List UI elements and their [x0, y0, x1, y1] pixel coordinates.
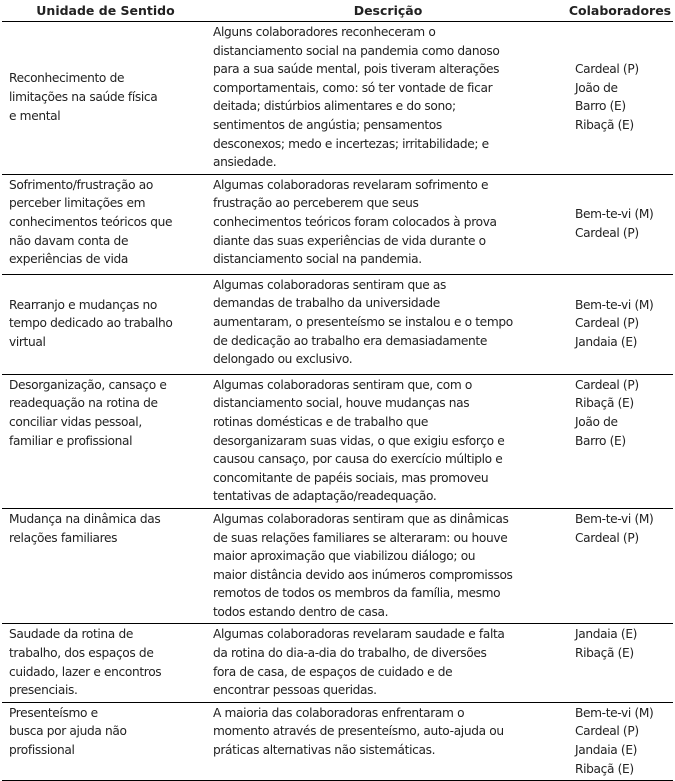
descricao-line: práticas alternativas não sistemáticas.: [213, 743, 436, 758]
unidade-cell: [2, 374, 209, 508]
colaboradores-line: Bem-te-vi (M): [575, 511, 654, 526]
descricao-line: concomitante de papéis sociais, mas promoveu: [213, 470, 489, 485]
descricao-line: aumentaram, o presenteísmo se instalou e o tempo: [213, 314, 513, 329]
descricao-line: Algumas colaboradoras revelaram sofrimento e: [213, 177, 489, 192]
unidade-line: tempo dedicado ao trabalho: [9, 316, 173, 331]
descricao-line: diante das suas experiências de vida durante o: [213, 233, 486, 248]
unidade-line: Rearranjo e mudanças no: [9, 297, 158, 312]
unidade-line: virtual: [9, 335, 46, 350]
unidade-line: cuidado, lazer e encontros: [9, 664, 162, 679]
descricao-line: de suas relações familiares se alteraram: ou houve: [213, 530, 508, 545]
descricao-line: Algumas colaboradoras revelaram saudade e falta: [213, 627, 505, 642]
colaboradores-line: Cardeal (P): [575, 225, 639, 240]
unidade-cell: [2, 174, 209, 274]
descricao-cell: [209, 22, 567, 175]
unidade-line: limitações na saúde física: [9, 90, 158, 105]
unidade-line: Mudança na dinâmica das: [9, 511, 161, 526]
colaboradores-line: Cardeal (P): [575, 316, 639, 331]
descricao-line: fora de casa, de espaços de cuidado e de: [213, 664, 453, 679]
unidade-line: relações familiares: [9, 530, 118, 545]
colaboradores-line: Cardeal (P): [575, 62, 639, 77]
unidade-cell: [2, 624, 209, 702]
descricao-line: rotinas domésticas e de trabalho que: [213, 414, 428, 429]
descricao-line: tentativas de adaptação/readequação.: [213, 489, 437, 504]
descricao-line: maior aproximação que viabilizou diálogo; ou: [213, 549, 476, 564]
descricao-line: frustração ao perceberem que seus: [213, 196, 419, 211]
descricao-cell: [209, 274, 567, 374]
table-row: [2, 274, 673, 374]
descricao-line: da rotina do dia-a-dia do trabalho, de diversões: [213, 646, 487, 661]
unidade-line: conhecimentos teóricos que: [9, 214, 173, 229]
colaboradores-cell: [567, 22, 673, 175]
header-unidade: Unidade de Sentido: [2, 0, 209, 22]
unidade-line: e mental: [9, 108, 61, 123]
colaboradores-line: Jandaia (E): [575, 627, 638, 642]
descricao-line: distanciamento social na pandemia como danoso: [213, 43, 500, 58]
unidade-line: Sofrimento/frustração ao: [9, 177, 153, 192]
colaboradores-line: Cardeal (P): [575, 377, 639, 392]
descricao-line: conhecimentos teóricos foram colocados à prova: [213, 214, 497, 229]
unidade-line: Saudade da rotina de: [9, 627, 133, 642]
unidade-line: perceber limitações em: [9, 196, 146, 211]
colaboradores-line: Jandaia (E): [575, 335, 638, 350]
table-row: [2, 374, 673, 508]
descricao-cell: [209, 174, 567, 274]
colaboradores-cell: [567, 274, 673, 374]
descricao-line: Algumas colaboradoras sentiram que as: [213, 277, 446, 292]
descricao-line: A maioria das colaboradoras enfrentaram o: [213, 705, 465, 720]
descricao-line: comportamentais, como: só ter vontade de ficar: [213, 80, 493, 95]
header-descricao: Descrição: [209, 0, 567, 22]
colaboradores-line: Ribaçã (E): [575, 761, 634, 776]
colaboradores-line: Cardeal (P): [575, 530, 639, 545]
unidade-line: Desorganização, cansaço e: [9, 377, 167, 392]
colaboradores-line: Ribaçã (E): [575, 646, 634, 661]
descricao-line: ansiedade.: [213, 155, 277, 170]
unidade-line: trabalho, dos espaços de: [9, 646, 154, 661]
header-row: [2, 0, 673, 22]
colaboradores-cell: [567, 374, 673, 508]
descricao-line: Algumas colaboradoras sentiram que as dinâmicas: [213, 511, 509, 526]
table-row: [2, 508, 673, 624]
descricao-line: de dedicação ao trabalho era demasiadamente: [213, 333, 487, 348]
descricao-line: todos estando dentro de casa.: [213, 604, 389, 619]
unidade-line: Reconhecimento de: [9, 71, 125, 86]
descricao-line: sentimentos de angústia; pensamentos: [213, 117, 442, 132]
descricao-line: desconexos; medo e incertezas; irritabilidade; e: [213, 136, 489, 151]
descricao-line: Alguns colaboradores reconheceram o: [213, 25, 436, 39]
unidade-line: profissional: [9, 743, 75, 758]
descricao-line: distanciamento social, houve mudanças nas: [213, 396, 470, 411]
table-body: [2, 22, 673, 781]
colaboradores-line: Cardeal (P): [575, 724, 639, 739]
colaboradores-cell: [567, 624, 673, 702]
unidade-cell: [2, 508, 209, 624]
descricao-line: distanciamento social na pandemia.: [213, 252, 422, 267]
table-row: [2, 624, 673, 702]
descricao-cell: [209, 508, 567, 624]
descricao-line: causou cansaço, por causa do exercício múltiplo e: [213, 452, 503, 467]
colaboradores-line: João de: [575, 80, 618, 95]
colaboradores-line: Barro (E): [575, 433, 626, 448]
descricao-line: delongado ou exclusivo.: [213, 352, 353, 367]
descricao-line: desorganizaram suas vidas, o que exigiu esforço e: [213, 433, 505, 448]
unidade-line: Presenteísmo e: [9, 705, 98, 720]
unidade-line: experiências de vida: [9, 252, 129, 267]
colaboradores-cell: [567, 508, 673, 624]
descricao-line: remotos de todos os membros da família, mesmo: [213, 586, 501, 601]
unidade-line: familiar e profissional: [9, 433, 133, 448]
colaboradores-line: Barro (E): [575, 99, 626, 114]
colaboradores-cell: [567, 174, 673, 274]
unidade-line: conciliar vidas pessoal,: [9, 414, 142, 429]
descricao-line: demandas de trabalho da universidade: [213, 296, 440, 311]
unidade-line: presenciais.: [9, 683, 78, 698]
descricao-line: maior distância devido aos inúmeros compromissos: [213, 567, 513, 582]
results-table: [2, 0, 673, 781]
table-row: [2, 22, 673, 175]
descricao-cell: [209, 374, 567, 508]
table-row: [2, 174, 673, 274]
unidade-line: não davam conta de: [9, 233, 129, 248]
header-colaboradores: Colaboradores: [567, 0, 673, 22]
colaboradores-line: João de: [575, 414, 618, 429]
unidade-line: readequação na rotina de: [9, 396, 158, 411]
colaboradores-line: Bem-te-vi (M): [575, 207, 654, 222]
descricao-line: deitada; distúrbios alimentares e do sono;: [213, 99, 456, 114]
colaboradores-line: Bem-te-vi (M): [575, 705, 654, 720]
descricao-line: Algumas colaboradoras sentiram que, com o: [213, 377, 473, 392]
descricao-line: para a sua saúde mental, pois tiveram alterações: [213, 62, 500, 77]
colaboradores-line: Ribaçã (E): [575, 117, 634, 132]
unidade-line: busca por ajuda não: [9, 724, 127, 739]
descricao-cell: [209, 624, 567, 702]
colaboradores-line: Ribaçã (E): [575, 396, 634, 411]
colaboradores-line: Bem-te-vi (M): [575, 297, 654, 312]
unidade-cell: [2, 22, 209, 175]
descricao-line: momento através de presenteísmo, auto-ajuda ou: [213, 724, 504, 739]
unidade-cell: [2, 274, 209, 374]
descricao-line: encontrar pessoas queridas.: [213, 683, 377, 698]
colaboradores-line: Jandaia (E): [575, 743, 638, 758]
